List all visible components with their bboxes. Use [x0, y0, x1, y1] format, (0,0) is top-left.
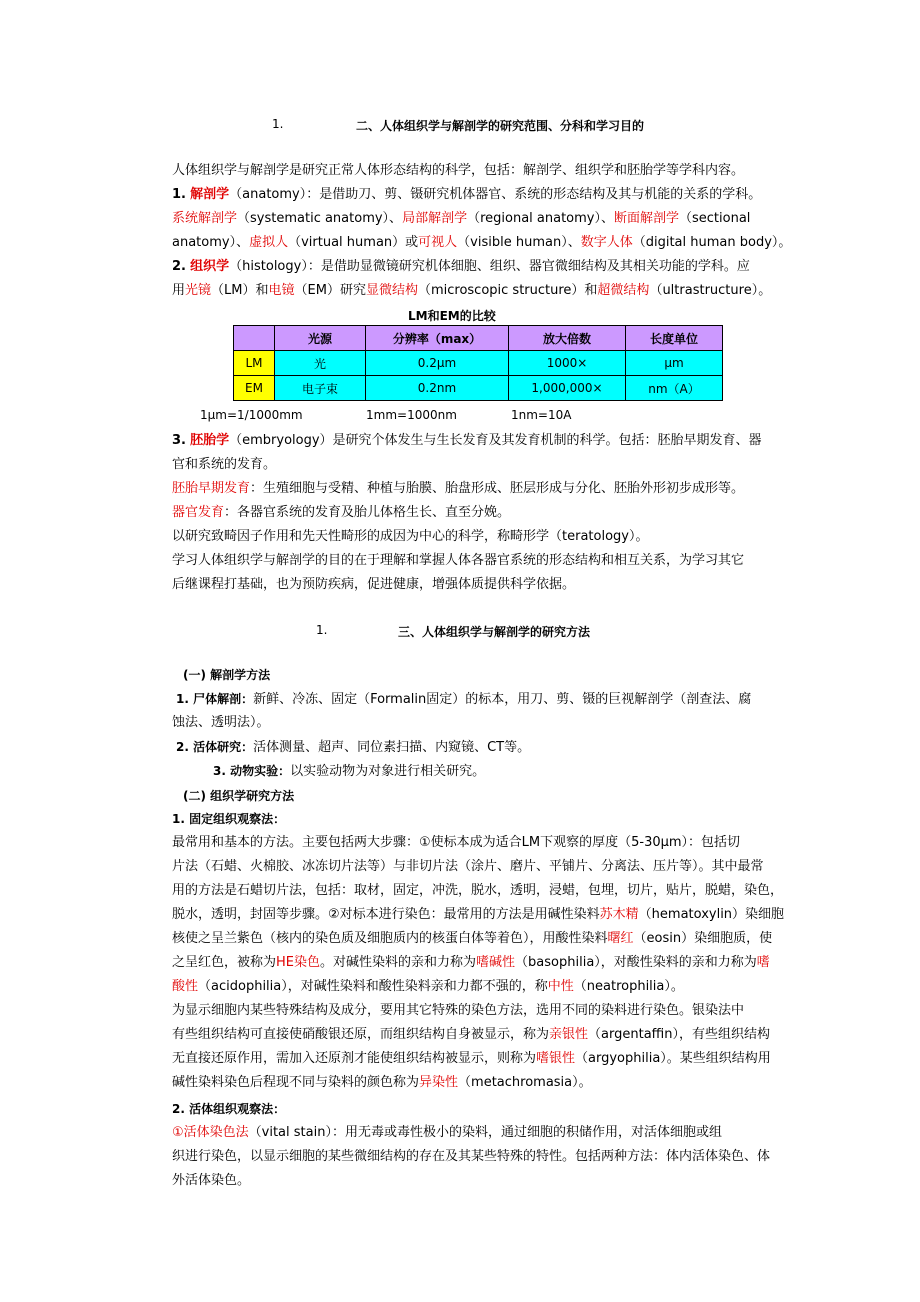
embryology-definition: 3. 胚胎学（embryology）是研究个体发生与生长发育及其发育机制的科学。包括：胚胎早期发育、器 — [172, 433, 762, 448]
special-line-2: 有些组织结构可直接使硝酸银还原，而组织结构自身被显示，称为亲银性（argentaffin），有些组织结构 — [172, 1027, 770, 1042]
method-2: 2. 活体研究：活体测量、超声、同位素扫描、内窥镜、CT等。 — [176, 740, 531, 755]
fixed-line-6: 之呈红色，被称为HE染色。对碱性染料的亲和力称为嗜碱性（basophilia），对酸性染料的亲和力称为嗜 — [172, 955, 770, 970]
method-1-line-2: 蚀法、透明法）。 — [172, 715, 270, 730]
table-caption: LM和EM的比较 — [408, 309, 496, 323]
fixed-line-3: 用的方法是石蜡切片法，包括：取材，固定，冲洗，脱水，透明，浸蜡，包埋，切片，贴片，脱蜡，染色， — [172, 883, 784, 898]
embryology-line-2: 官和系统的发育。 — [172, 457, 277, 472]
special-line-1: 为显示细胞内某些特殊结构及成分，要用其它特殊的染色方法，选用不同的染料进行染色。银染法中 — [172, 1003, 745, 1018]
fixed-line-5: 核使之呈兰紫色（核内的染色质及细胞质内的核蛋白体等着色），用酸性染料曙红（eosin）染细胞质，使 — [172, 931, 773, 946]
fixed-line-2: 片法（石蜡、火棉胶、冰冻切片法等）与非切片法（涂片、磨片、平铺片、分离法、压片等）。其中最常 — [172, 859, 764, 874]
fixed-line-7: 酸性（acidophilia），对碱性染料和酸性染料亲和力都不强的，称中性（neatrophilia）。 — [172, 979, 684, 994]
purpose-line-1: 学习人体组织学与解剖学的目的在于理解和掌握人体各器官系统的形态结构和相互关系，为学习其它 — [172, 553, 745, 568]
histology-definition: 2. 组织学（histology）：是借助显微镜研究机体细胞、组织、器官微细结构及其相关功能的学科。应 — [172, 259, 750, 274]
fixed-line-1: 最常用和基本的方法。主要包括两大步骤：①使标本成为适合LM下观察的厚度（5-30μm）：包括切 — [172, 835, 741, 850]
organ-development: 器官发育：各器官系统的发育及胎儿体格生长、直至分娩。 — [172, 505, 511, 520]
anatomy-definition: 1. 解剖学（anatomy）：是借助刀、剪、镊研究机体器官、系统的形态结构及其与机能的关系的学科。 — [172, 187, 762, 202]
early-development: 胚胎早期发育：生殖细胞与受精、种植与胎膜、胎盘形成、胚层形成与分化、胚胎外形初步成形等。 — [172, 481, 745, 496]
subfields-line-2: anatomy）、虚拟人（virtual human）或可视人（visible human）、数字人体（digital human body）。 — [172, 235, 792, 250]
fixed-line-4: 脱水，透明，封固等步骤。②对标本进行染色：最常用的方法是用碱性染料苏木精（hematoxylin）染细胞 — [172, 907, 785, 922]
table-header-row: 光源 分辨率（max） 放大倍数 长度单位 — [234, 326, 723, 351]
method-3: 3. 动物实验：以实验动物为对象进行相关研究。 — [213, 764, 486, 779]
histology-line-2: 用光镜（LM）和电镜（EM）研究显微结构（microscopic structure）和超微结构（ultrastructure）。 — [172, 283, 772, 298]
purpose-line-2: 后继课程打基础，也为预防疾病，促进健康，增强体质提供科学依据。 — [172, 577, 576, 592]
table-row: LM 光 0.2μm 1000× μm — [234, 351, 723, 376]
histology-methods-title: (二) 组织学研究方法 — [183, 789, 295, 803]
vital-line-3: 外活体染色。 — [172, 1173, 251, 1188]
vital-tissue-title: 2. 活体组织观察法： — [172, 1102, 286, 1116]
table-row: EM 电子束 0.2nm 1,000,000× nm（A） — [234, 376, 723, 401]
subfields-line-1: 系统解剖学（systematic anatomy）、局部解剖学（regional anatomy）、断面解剖学（sectional — [172, 211, 751, 226]
comparison-table — [233, 325, 723, 401]
special-line-4: 碱性染料染色后程现不同与染料的颜色称为异染性（metachromasia）。 — [172, 1075, 592, 1090]
vital-line-1: ①活体染色法（vital stain）：用无毒或毒性极小的染料，通过细胞的积储作用，对活体细胞或组 — [172, 1125, 722, 1140]
teratology-line: 以研究致畸因子作用和先天性畸形的成因为中心的科学，称畸形学（teratology）。 — [172, 529, 649, 544]
section2-number: 1. — [272, 117, 284, 131]
vital-line-2: 织进行染色，以显示细胞的某些微细结构的存在及其某些特殊的特性。包括两种方法：体内活体染色、体 — [172, 1149, 771, 1164]
section2-title: 二、人体组织学与解剖学的研究范围、分科和学习目的 — [356, 119, 645, 133]
anatomy-methods-title: (一) 解剖学方法 — [183, 668, 271, 682]
intro-paragraph: 人体组织学与解剖学是研究正常人体形态结构的科学，包括：解剖学、组织学和胚胎学等学科内容。 — [172, 163, 745, 178]
method-1: 1. 尸体解剖：新鲜、冷冻、固定（Formalin固定）的标本，用刀、剪、镊的巨视解剖学（剖查法、腐 — [176, 692, 752, 707]
fixed-tissue-title: 1. 固定组织观察法： — [172, 812, 286, 826]
anatomy-term: 解剖学 — [190, 187, 230, 202]
special-line-3: 无直接还原作用，需加入还原剂才能使组织结构被显示，则称为嗜银性（argyophilia）。某些组织结构用 — [172, 1051, 771, 1066]
